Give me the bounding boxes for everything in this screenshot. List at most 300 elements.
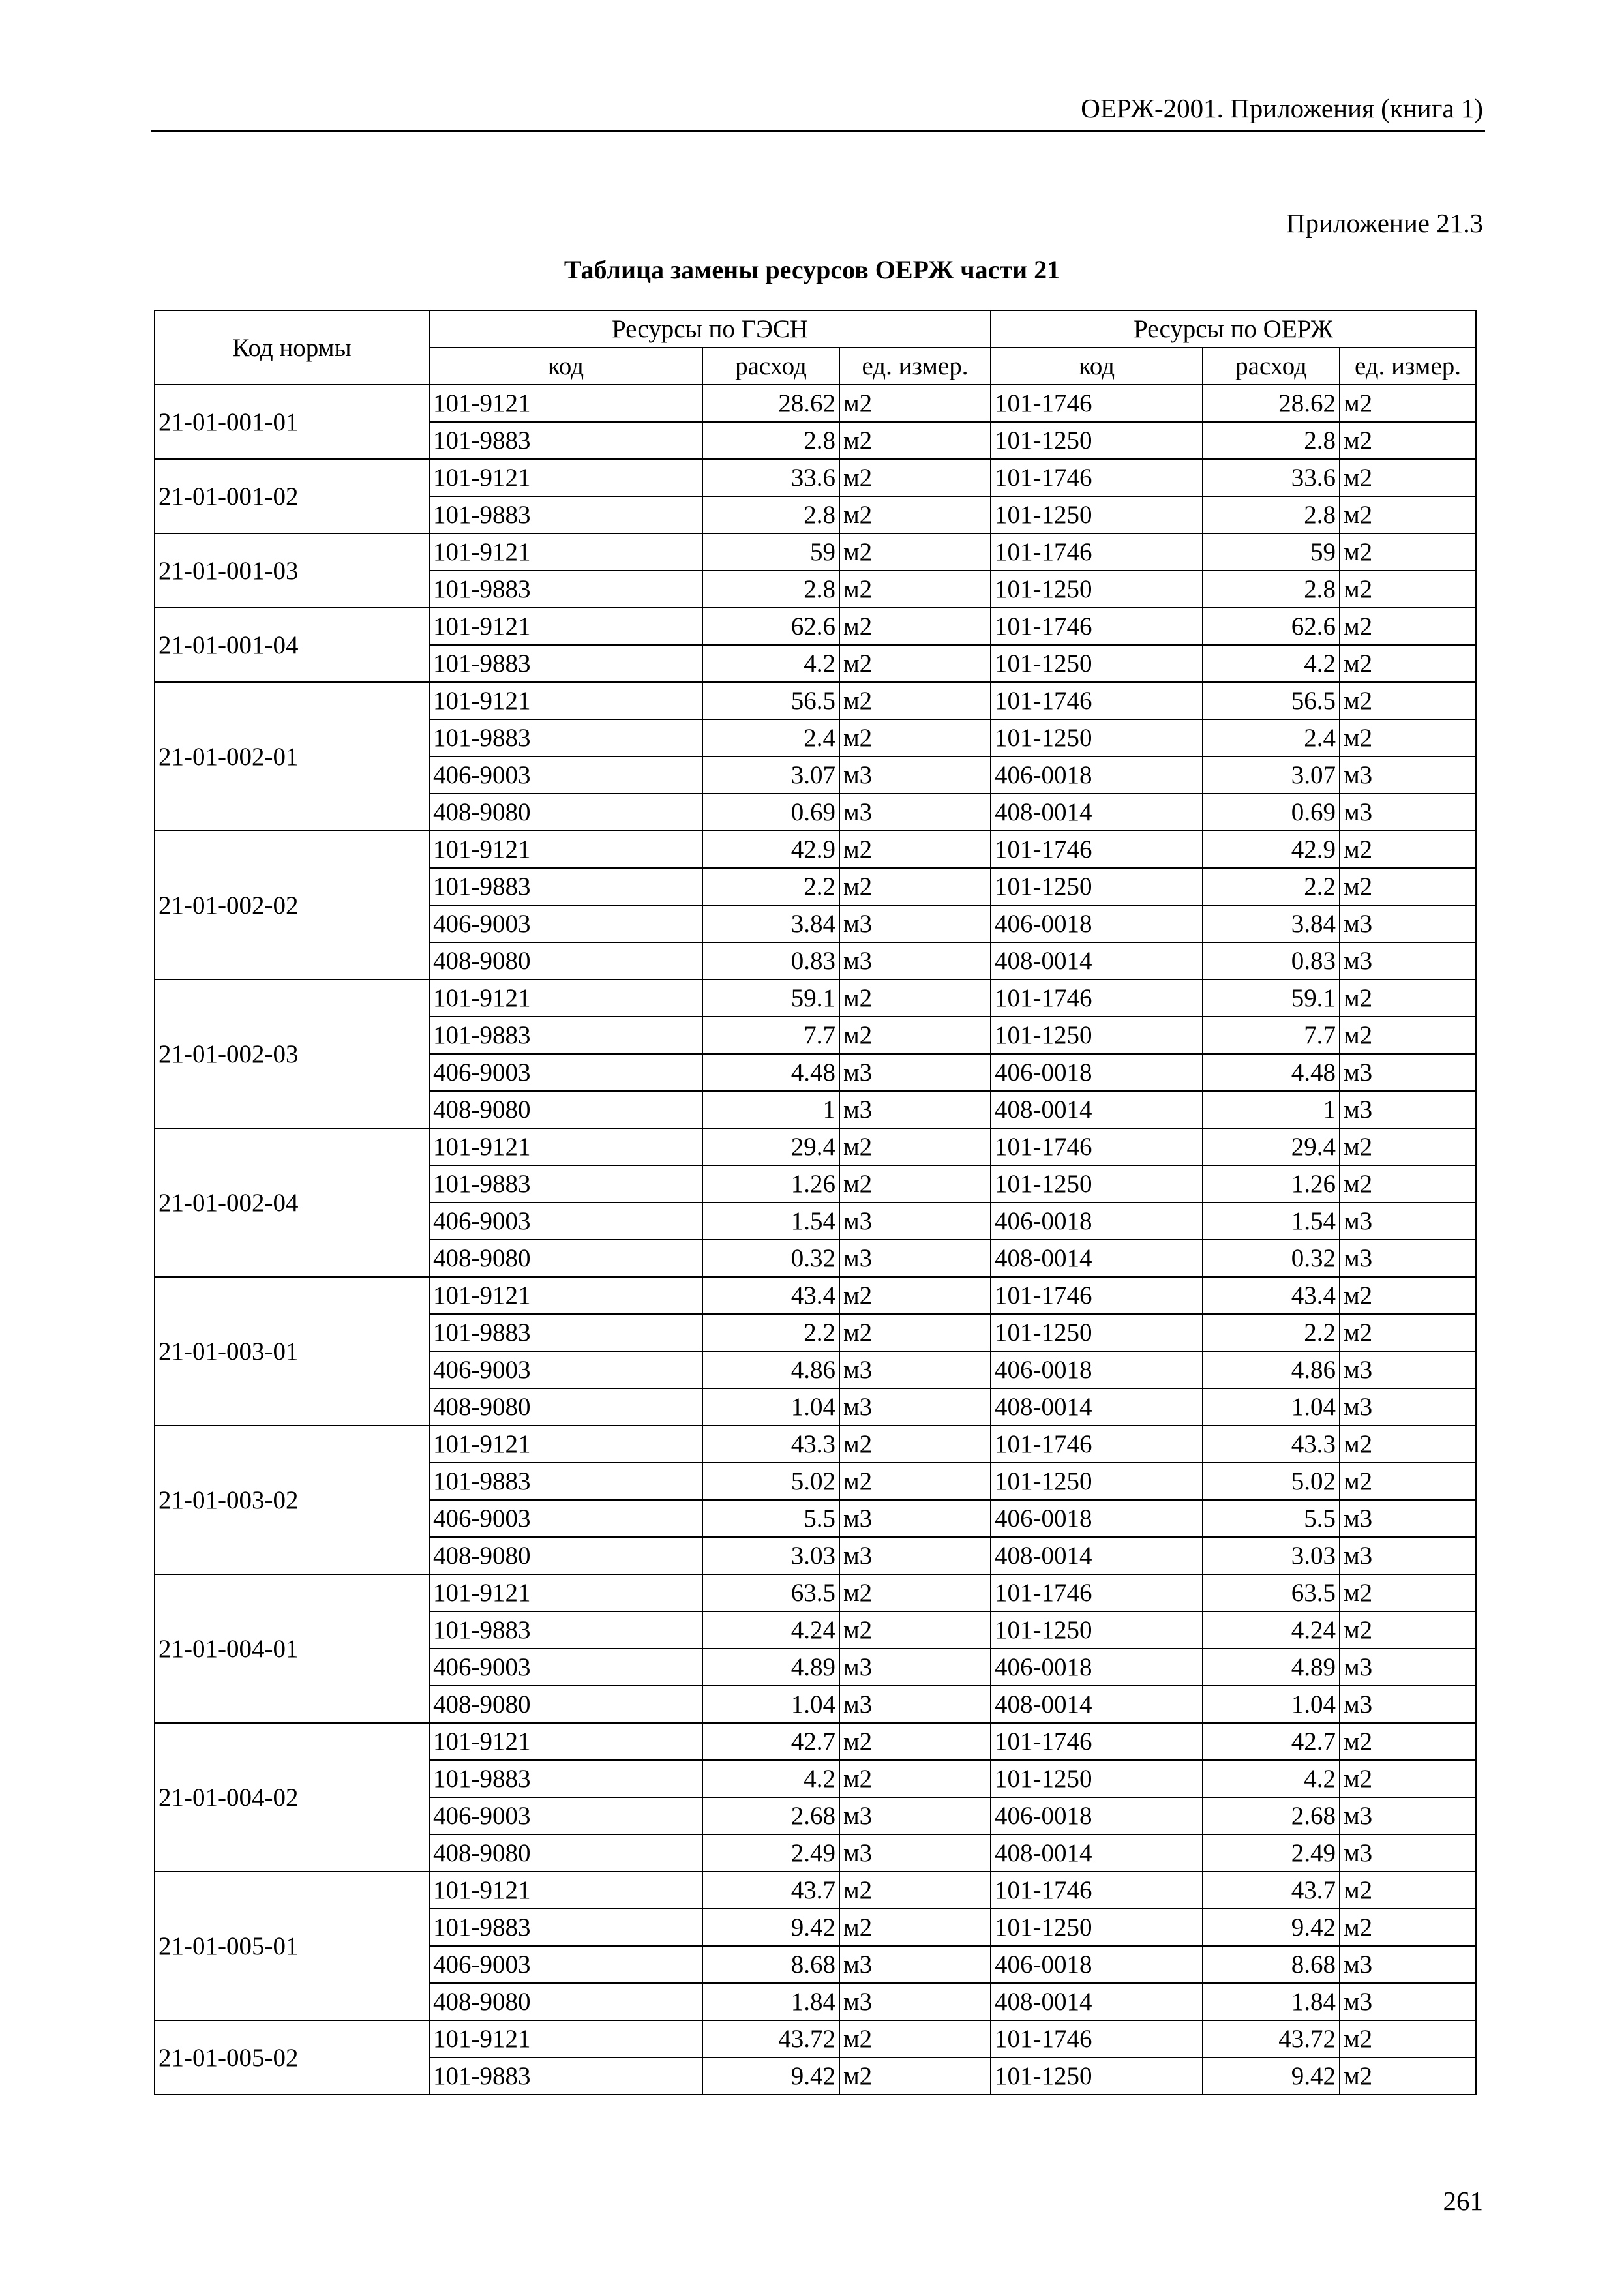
oerzh-unit-cell: м2 — [1340, 1611, 1476, 1649]
table-row — [155, 682, 1476, 719]
oerzh-code-cell: 408-0014 — [991, 1537, 1203, 1574]
column-group-gesn: Ресурсы по ГЭСН — [429, 310, 991, 348]
gesn-code-cell: 101-9883 — [429, 1314, 702, 1351]
oerzh-unit-cell: м2 — [1340, 868, 1476, 905]
gesn-code-cell: 101-9121 — [429, 1426, 702, 1463]
norm-code-cell: 21-01-003-02 — [155, 1426, 429, 1574]
oerzh-code-cell: 101-1746 — [991, 980, 1203, 1017]
gesn-code-cell: 408-9080 — [429, 1537, 702, 1574]
table-row — [155, 1872, 1476, 1909]
oerzh-code-cell: 101-1250 — [991, 868, 1203, 905]
oerzh-consumption-cell: 59 — [1203, 533, 1340, 571]
gesn-consumption-cell: 1.84 — [702, 1983, 839, 2020]
norm-code-cell: 21-01-002-02 — [155, 831, 429, 980]
oerzh-consumption-cell: 28.62 — [1203, 385, 1340, 422]
oerzh-consumption-cell: 4.24 — [1203, 1611, 1340, 1649]
gesn-unit-cell: м2 — [839, 645, 991, 682]
oerzh-code-cell: 101-1746 — [991, 1277, 1203, 1314]
gesn-consumption-cell: 5.02 — [702, 1463, 839, 1500]
gesn-code-cell: 406-9003 — [429, 756, 702, 794]
column-group-oerzh: Ресурсы по ОЕРЖ — [991, 310, 1476, 348]
oerzh-consumption-cell: 5.5 — [1203, 1500, 1340, 1537]
oerzh-code-cell: 406-0018 — [991, 1500, 1203, 1537]
norm-code-cell: 21-01-002-01 — [155, 682, 429, 831]
norm-code-cell: 21-01-004-01 — [155, 1574, 429, 1723]
oerzh-consumption-cell: 1 — [1203, 1091, 1340, 1128]
gesn-unit-cell: м2 — [839, 1128, 991, 1165]
gesn-unit-cell: м2 — [839, 1463, 991, 1500]
norm-code-cell: 21-01-001-01 — [155, 385, 429, 459]
gesn-consumption-cell: 2.4 — [702, 719, 839, 756]
gesn-code-cell: 101-9121 — [429, 1277, 702, 1314]
gesn-consumption-cell: 2.8 — [702, 496, 839, 533]
oerzh-code-cell: 101-1250 — [991, 1017, 1203, 1054]
table-row — [155, 459, 1476, 496]
oerzh-consumption-cell: 43.3 — [1203, 1426, 1340, 1463]
oerzh-code-cell: 408-0014 — [991, 794, 1203, 831]
oerzh-consumption-cell: 56.5 — [1203, 682, 1340, 719]
norm-code-cell: 21-01-002-04 — [155, 1128, 429, 1277]
oerzh-code-cell: 101-1250 — [991, 422, 1203, 459]
norm-code-cell: 21-01-001-02 — [155, 459, 429, 533]
oerzh-consumption-cell: 4.2 — [1203, 1760, 1340, 1797]
gesn-consumption-cell: 2.2 — [702, 868, 839, 905]
gesn-code-cell: 101-9121 — [429, 831, 702, 868]
oerzh-unit-cell: м3 — [1340, 1946, 1476, 1983]
oerzh-consumption-cell: 63.5 — [1203, 1574, 1340, 1611]
gesn-consumption-cell: 62.6 — [702, 608, 839, 645]
oerzh-unit-cell: м2 — [1340, 2057, 1476, 2095]
oerzh-unit-cell: м2 — [1340, 422, 1476, 459]
gesn-unit-cell: м2 — [839, 2057, 991, 2095]
oerzh-code-cell: 408-0014 — [991, 1091, 1203, 1128]
gesn-unit-cell: м3 — [839, 1388, 991, 1426]
oerzh-unit-cell: м2 — [1340, 1017, 1476, 1054]
gesn-consumption-cell: 1.26 — [702, 1165, 839, 1203]
gesn-code-cell: 408-9080 — [429, 1388, 702, 1426]
gesn-consumption-cell: 5.5 — [702, 1500, 839, 1537]
oerzh-consumption-cell: 2.8 — [1203, 571, 1340, 608]
gesn-unit-cell: м3 — [839, 1983, 991, 2020]
oerzh-unit-cell: м2 — [1340, 1909, 1476, 1946]
oerzh-code-cell: 406-0018 — [991, 1351, 1203, 1388]
oerzh-code-cell: 406-0018 — [991, 1946, 1203, 1983]
gesn-consumption-cell: 43.3 — [702, 1426, 839, 1463]
oerzh-consumption-cell: 1.84 — [1203, 1983, 1340, 2020]
oerzh-consumption-cell: 3.84 — [1203, 905, 1340, 942]
gesn-unit-cell: м2 — [839, 682, 991, 719]
oerzh-code-cell: 408-0014 — [991, 942, 1203, 980]
gesn-code-cell: 101-9883 — [429, 571, 702, 608]
oerzh-code-cell: 101-1250 — [991, 645, 1203, 682]
oerzh-unit-cell: м2 — [1340, 608, 1476, 645]
header-divider — [151, 130, 1485, 132]
gesn-code-cell: 101-9121 — [429, 385, 702, 422]
column-header-gesn-unit: ед. измер. — [839, 348, 991, 385]
gesn-unit-cell: м2 — [839, 1909, 991, 1946]
gesn-consumption-cell: 43.7 — [702, 1872, 839, 1909]
norm-code-cell: 21-01-001-03 — [155, 533, 429, 608]
oerzh-code-cell: 101-1250 — [991, 571, 1203, 608]
oerzh-code-cell: 101-1746 — [991, 1723, 1203, 1760]
oerzh-code-cell: 101-1250 — [991, 1909, 1203, 1946]
oerzh-unit-cell: м2 — [1340, 1314, 1476, 1351]
column-header-oerzh-unit: ед. измер. — [1340, 348, 1476, 385]
gesn-code-cell: 406-9003 — [429, 1946, 702, 1983]
oerzh-unit-cell: м2 — [1340, 980, 1476, 1017]
oerzh-consumption-cell: 3.07 — [1203, 756, 1340, 794]
gesn-consumption-cell: 59.1 — [702, 980, 839, 1017]
oerzh-code-cell: 101-1250 — [991, 1611, 1203, 1649]
table-row — [155, 1426, 1476, 1463]
gesn-code-cell: 406-9003 — [429, 1797, 702, 1834]
oerzh-unit-cell: м3 — [1340, 1797, 1476, 1834]
gesn-code-cell: 101-9121 — [429, 1723, 702, 1760]
gesn-code-cell: 101-9121 — [429, 459, 702, 496]
oerzh-code-cell: 406-0018 — [991, 756, 1203, 794]
gesn-unit-cell: м2 — [839, 1165, 991, 1203]
oerzh-consumption-cell: 2.68 — [1203, 1797, 1340, 1834]
gesn-consumption-cell: 2.49 — [702, 1834, 839, 1872]
gesn-consumption-cell: 43.72 — [702, 2020, 839, 2057]
column-header-gesn-consumption: расход — [702, 348, 839, 385]
oerzh-consumption-cell: 43.4 — [1203, 1277, 1340, 1314]
oerzh-unit-cell: м3 — [1340, 1203, 1476, 1240]
gesn-consumption-cell: 7.7 — [702, 1017, 839, 1054]
oerzh-unit-cell: м2 — [1340, 1872, 1476, 1909]
norm-code-cell: 21-01-005-01 — [155, 1872, 429, 2020]
appendix-label: Приложение 21.3 — [1286, 208, 1483, 238]
gesn-code-cell: 101-9883 — [429, 1463, 702, 1500]
gesn-consumption-cell: 9.42 — [702, 2057, 839, 2095]
gesn-consumption-cell: 29.4 — [702, 1128, 839, 1165]
oerzh-code-cell: 101-1746 — [991, 2020, 1203, 2057]
gesn-code-cell: 101-9121 — [429, 1872, 702, 1909]
oerzh-code-cell: 101-1250 — [991, 1314, 1203, 1351]
oerzh-unit-cell: м2 — [1340, 1426, 1476, 1463]
table-row — [155, 980, 1476, 1017]
oerzh-consumption-cell: 59.1 — [1203, 980, 1340, 1017]
table-row — [155, 2020, 1476, 2057]
gesn-consumption-cell: 1 — [702, 1091, 839, 1128]
gesn-unit-cell: м2 — [839, 608, 991, 645]
oerzh-unit-cell: м2 — [1340, 1165, 1476, 1203]
oerzh-code-cell: 101-1250 — [991, 1760, 1203, 1797]
gesn-consumption-cell: 2.8 — [702, 422, 839, 459]
oerzh-unit-cell: м3 — [1340, 1983, 1476, 2020]
norm-code-cell: 21-01-003-01 — [155, 1277, 429, 1426]
oerzh-code-cell: 101-1746 — [991, 682, 1203, 719]
gesn-unit-cell: м3 — [839, 1946, 991, 1983]
gesn-unit-cell: м2 — [839, 1277, 991, 1314]
gesn-code-cell: 406-9003 — [429, 1054, 702, 1091]
oerzh-unit-cell: м3 — [1340, 1388, 1476, 1426]
oerzh-code-cell: 101-1746 — [991, 1128, 1203, 1165]
oerzh-consumption-cell: 2.8 — [1203, 496, 1340, 533]
gesn-code-cell: 101-9121 — [429, 1574, 702, 1611]
oerzh-code-cell: 101-1746 — [991, 1426, 1203, 1463]
oerzh-code-cell: 101-1746 — [991, 533, 1203, 571]
oerzh-unit-cell: м2 — [1340, 1463, 1476, 1500]
gesn-consumption-cell: 2.2 — [702, 1314, 839, 1351]
oerzh-unit-cell: м3 — [1340, 756, 1476, 794]
oerzh-unit-cell: м2 — [1340, 831, 1476, 868]
gesn-unit-cell: м2 — [839, 868, 991, 905]
gesn-unit-cell: м2 — [839, 496, 991, 533]
gesn-unit-cell: м3 — [839, 1351, 991, 1388]
gesn-unit-cell: м2 — [839, 1574, 991, 1611]
gesn-unit-cell: м3 — [839, 1203, 991, 1240]
gesn-unit-cell: м3 — [839, 1797, 991, 1834]
oerzh-unit-cell: м3 — [1340, 1054, 1476, 1091]
gesn-unit-cell: м2 — [839, 1611, 991, 1649]
oerzh-unit-cell: м3 — [1340, 905, 1476, 942]
oerzh-consumption-cell: 2.2 — [1203, 1314, 1340, 1351]
table-row — [155, 533, 1476, 571]
oerzh-consumption-cell: 4.86 — [1203, 1351, 1340, 1388]
oerzh-code-cell: 408-0014 — [991, 1983, 1203, 2020]
oerzh-consumption-cell: 33.6 — [1203, 459, 1340, 496]
norm-code-cell: 21-01-004-02 — [155, 1723, 429, 1872]
gesn-unit-cell: м2 — [839, 1760, 991, 1797]
gesn-code-cell: 101-9883 — [429, 719, 702, 756]
gesn-unit-cell: м3 — [839, 1500, 991, 1537]
oerzh-code-cell: 408-0014 — [991, 1240, 1203, 1277]
gesn-unit-cell: м2 — [839, 385, 991, 422]
oerzh-unit-cell: м2 — [1340, 385, 1476, 422]
oerzh-unit-cell: м2 — [1340, 2020, 1476, 2057]
gesn-code-cell: 101-9121 — [429, 1128, 702, 1165]
oerzh-code-cell: 101-1746 — [991, 385, 1203, 422]
page-number: 261 — [1443, 2186, 1483, 2216]
oerzh-consumption-cell: 0.69 — [1203, 794, 1340, 831]
gesn-code-cell: 406-9003 — [429, 1203, 702, 1240]
column-header-gesn-code: код — [429, 348, 702, 385]
gesn-consumption-cell: 42.7 — [702, 1723, 839, 1760]
gesn-consumption-cell: 4.2 — [702, 1760, 839, 1797]
oerzh-code-cell: 101-1746 — [991, 1872, 1203, 1909]
oerzh-consumption-cell: 29.4 — [1203, 1128, 1340, 1165]
oerzh-consumption-cell: 43.7 — [1203, 1872, 1340, 1909]
oerzh-unit-cell: м2 — [1340, 1760, 1476, 1797]
oerzh-consumption-cell: 42.9 — [1203, 831, 1340, 868]
gesn-consumption-cell: 43.4 — [702, 1277, 839, 1314]
oerzh-unit-cell: м2 — [1340, 496, 1476, 533]
gesn-consumption-cell: 33.6 — [702, 459, 839, 496]
gesn-code-cell: 406-9003 — [429, 1500, 702, 1537]
oerzh-consumption-cell: 3.03 — [1203, 1537, 1340, 1574]
gesn-code-cell: 101-9883 — [429, 1017, 702, 1054]
oerzh-consumption-cell: 2.2 — [1203, 868, 1340, 905]
gesn-consumption-cell: 4.86 — [702, 1351, 839, 1388]
oerzh-unit-cell: м2 — [1340, 459, 1476, 496]
oerzh-unit-cell: м2 — [1340, 1277, 1476, 1314]
oerzh-unit-cell: м2 — [1340, 1128, 1476, 1165]
gesn-unit-cell: м3 — [839, 1686, 991, 1723]
gesn-code-cell: 408-9080 — [429, 1983, 702, 2020]
gesn-unit-cell: м3 — [839, 1649, 991, 1686]
gesn-unit-cell: м2 — [839, 1426, 991, 1463]
gesn-unit-cell: м2 — [839, 422, 991, 459]
gesn-consumption-cell: 56.5 — [702, 682, 839, 719]
gesn-unit-cell: м3 — [839, 794, 991, 831]
oerzh-unit-cell: м3 — [1340, 1649, 1476, 1686]
gesn-consumption-cell: 0.69 — [702, 794, 839, 831]
table-row — [155, 1723, 1476, 1760]
gesn-consumption-cell: 4.89 — [702, 1649, 839, 1686]
gesn-unit-cell: м2 — [839, 831, 991, 868]
oerzh-consumption-cell: 0.32 — [1203, 1240, 1340, 1277]
gesn-consumption-cell: 63.5 — [702, 1574, 839, 1611]
oerzh-consumption-cell: 4.2 — [1203, 645, 1340, 682]
gesn-code-cell: 101-9883 — [429, 1165, 702, 1203]
running-header: ОЕРЖ-2001. Приложения (книга 1) — [1081, 93, 1483, 123]
gesn-unit-cell: м2 — [839, 1723, 991, 1760]
gesn-consumption-cell: 1.04 — [702, 1388, 839, 1426]
gesn-code-cell: 101-9121 — [429, 2020, 702, 2057]
gesn-consumption-cell: 28.62 — [702, 385, 839, 422]
gesn-code-cell: 101-9883 — [429, 1909, 702, 1946]
gesn-unit-cell: м2 — [839, 1017, 991, 1054]
oerzh-consumption-cell: 0.83 — [1203, 942, 1340, 980]
gesn-unit-cell: м3 — [839, 1054, 991, 1091]
oerzh-consumption-cell: 4.89 — [1203, 1649, 1340, 1686]
oerzh-code-cell: 406-0018 — [991, 905, 1203, 942]
norm-code-cell: 21-01-001-04 — [155, 608, 429, 682]
oerzh-code-cell: 101-1250 — [991, 719, 1203, 756]
gesn-consumption-cell: 9.42 — [702, 1909, 839, 1946]
gesn-unit-cell: м2 — [839, 533, 991, 571]
oerzh-unit-cell: м2 — [1340, 571, 1476, 608]
gesn-consumption-cell: 1.54 — [702, 1203, 839, 1240]
oerzh-consumption-cell: 1.54 — [1203, 1203, 1340, 1240]
gesn-consumption-cell: 0.32 — [702, 1240, 839, 1277]
oerzh-code-cell: 101-1746 — [991, 1574, 1203, 1611]
table-body — [155, 385, 1476, 2095]
column-header-norm-code: Код нормы — [155, 310, 429, 385]
gesn-consumption-cell: 4.24 — [702, 1611, 839, 1649]
oerzh-code-cell: 101-1250 — [991, 1463, 1203, 1500]
gesn-code-cell: 101-9883 — [429, 1611, 702, 1649]
gesn-unit-cell: м2 — [839, 2020, 991, 2057]
oerzh-code-cell: 101-1250 — [991, 2057, 1203, 2095]
gesn-unit-cell: м3 — [839, 905, 991, 942]
gesn-code-cell: 408-9080 — [429, 1240, 702, 1277]
gesn-consumption-cell: 3.03 — [702, 1537, 839, 1574]
table-row — [155, 608, 1476, 645]
oerzh-code-cell: 101-1746 — [991, 831, 1203, 868]
gesn-consumption-cell: 4.48 — [702, 1054, 839, 1091]
gesn-code-cell: 101-9121 — [429, 980, 702, 1017]
table-row — [155, 831, 1476, 868]
column-header-oerzh-consumption: расход — [1203, 348, 1340, 385]
gesn-unit-cell: м2 — [839, 980, 991, 1017]
gesn-unit-cell: м3 — [839, 1091, 991, 1128]
norm-code-cell: 21-01-002-03 — [155, 980, 429, 1128]
oerzh-unit-cell: м3 — [1340, 942, 1476, 980]
oerzh-unit-cell: м3 — [1340, 1686, 1476, 1723]
gesn-consumption-cell: 8.68 — [702, 1946, 839, 1983]
oerzh-code-cell: 408-0014 — [991, 1388, 1203, 1426]
header-row-groups — [155, 310, 1476, 348]
gesn-consumption-cell: 59 — [702, 533, 839, 571]
gesn-code-cell: 408-9080 — [429, 1834, 702, 1872]
gesn-consumption-cell: 2.8 — [702, 571, 839, 608]
oerzh-unit-cell: м2 — [1340, 1574, 1476, 1611]
gesn-code-cell: 101-9121 — [429, 533, 702, 571]
gesn-unit-cell: м2 — [839, 571, 991, 608]
gesn-code-cell: 101-9883 — [429, 645, 702, 682]
gesn-unit-cell: м3 — [839, 1537, 991, 1574]
gesn-consumption-cell: 3.07 — [702, 756, 839, 794]
gesn-unit-cell: м3 — [839, 1240, 991, 1277]
oerzh-code-cell: 408-0014 — [991, 1834, 1203, 1872]
gesn-consumption-cell: 3.84 — [702, 905, 839, 942]
oerzh-consumption-cell: 2.8 — [1203, 422, 1340, 459]
oerzh-unit-cell: м3 — [1340, 1834, 1476, 1872]
gesn-consumption-cell: 1.04 — [702, 1686, 839, 1723]
oerzh-unit-cell: м3 — [1340, 1537, 1476, 1574]
table-title: Таблица замены ресурсов ОЕРЖ части 21 — [564, 255, 1060, 284]
gesn-unit-cell: м2 — [839, 459, 991, 496]
gesn-code-cell: 101-9121 — [429, 608, 702, 645]
gesn-unit-cell: м2 — [839, 1314, 991, 1351]
table-row — [155, 385, 1476, 422]
gesn-unit-cell: м3 — [839, 756, 991, 794]
oerzh-consumption-cell: 2.49 — [1203, 1834, 1340, 1872]
oerzh-consumption-cell: 1.04 — [1203, 1388, 1340, 1426]
oerzh-unit-cell: м3 — [1340, 794, 1476, 831]
gesn-code-cell: 406-9003 — [429, 1649, 702, 1686]
oerzh-unit-cell: м2 — [1340, 682, 1476, 719]
oerzh-consumption-cell: 1.04 — [1203, 1686, 1340, 1723]
gesn-code-cell: 408-9080 — [429, 1686, 702, 1723]
oerzh-consumption-cell: 9.42 — [1203, 2057, 1340, 2095]
oerzh-code-cell: 101-1250 — [991, 1165, 1203, 1203]
gesn-code-cell: 406-9003 — [429, 1351, 702, 1388]
gesn-code-cell: 101-9883 — [429, 1760, 702, 1797]
oerzh-code-cell: 406-0018 — [991, 1054, 1203, 1091]
column-header-oerzh-code: код — [991, 348, 1203, 385]
oerzh-unit-cell: м3 — [1340, 1240, 1476, 1277]
gesn-consumption-cell: 4.2 — [702, 645, 839, 682]
oerzh-consumption-cell: 5.02 — [1203, 1463, 1340, 1500]
oerzh-consumption-cell: 43.72 — [1203, 2020, 1340, 2057]
oerzh-code-cell: 408-0014 — [991, 1686, 1203, 1723]
norm-code-cell: 21-01-005-02 — [155, 2020, 429, 2095]
oerzh-unit-cell: м2 — [1340, 645, 1476, 682]
oerzh-unit-cell: м3 — [1340, 1351, 1476, 1388]
gesn-code-cell: 408-9080 — [429, 942, 702, 980]
gesn-code-cell: 101-9883 — [429, 422, 702, 459]
oerzh-unit-cell: м2 — [1340, 533, 1476, 571]
oerzh-code-cell: 406-0018 — [991, 1203, 1203, 1240]
oerzh-unit-cell: м3 — [1340, 1091, 1476, 1128]
oerzh-code-cell: 406-0018 — [991, 1649, 1203, 1686]
oerzh-code-cell: 101-1250 — [991, 496, 1203, 533]
gesn-consumption-cell: 2.68 — [702, 1797, 839, 1834]
oerzh-consumption-cell: 9.42 — [1203, 1909, 1340, 1946]
gesn-unit-cell: м3 — [839, 1834, 991, 1872]
oerzh-unit-cell: м2 — [1340, 1723, 1476, 1760]
gesn-unit-cell: м2 — [839, 1872, 991, 1909]
gesn-code-cell: 101-9883 — [429, 868, 702, 905]
oerzh-consumption-cell: 7.7 — [1203, 1017, 1340, 1054]
resource-replacement-table — [154, 310, 1477, 2095]
gesn-unit-cell: м3 — [839, 942, 991, 980]
oerzh-consumption-cell: 1.26 — [1203, 1165, 1340, 1203]
gesn-code-cell: 101-9121 — [429, 682, 702, 719]
